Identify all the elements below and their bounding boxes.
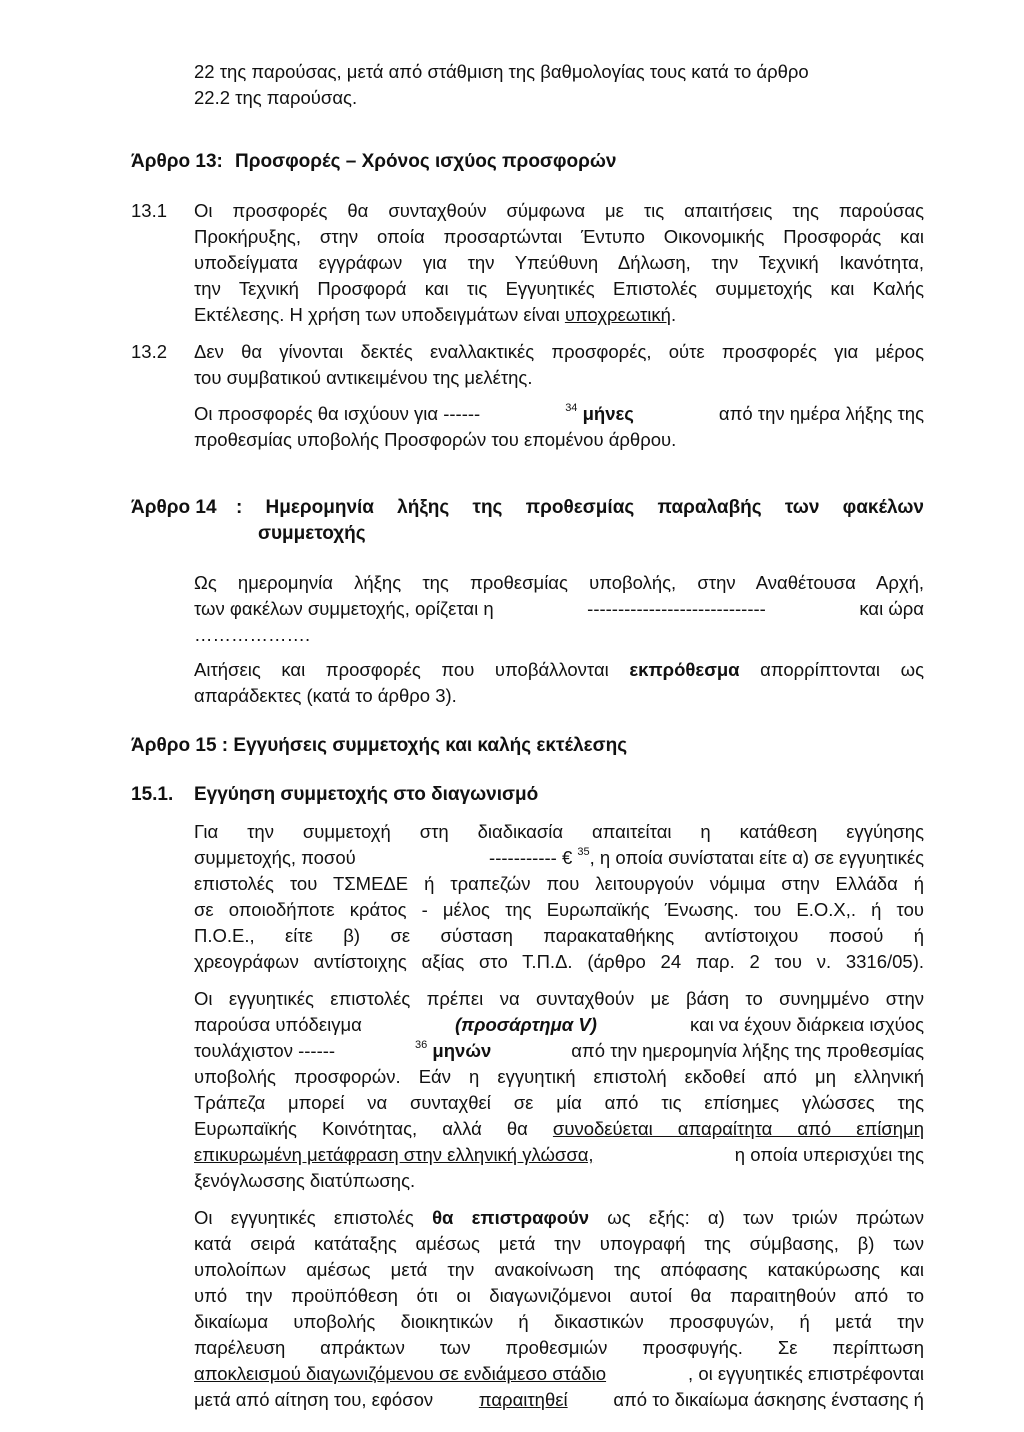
subsection-15-1-number: 15.1. bbox=[131, 784, 174, 805]
bold-text: θα επιστραφούν bbox=[432, 1207, 590, 1228]
text-span: , οι εγγυητικές επιστρέφονται bbox=[688, 1363, 924, 1384]
para-15-1c-line: υπό την προϋπόθεση ότι οι διαγωνιζόμενοι αυτοί θα παραιτηθούν από το bbox=[194, 1285, 924, 1306]
text-span: Αιτήσεις και προσφορές που υποβάλλονται bbox=[194, 659, 630, 680]
text-span: συμμετοχής, ποσού bbox=[194, 847, 356, 868]
text-span: μετά από αίτηση του, εφόσον bbox=[194, 1389, 434, 1410]
para-13-2-line: του συμβατικού αντικειμένου της μελέτης. bbox=[194, 367, 533, 388]
para-15-1a-line: Για την συμμετοχή στη διαδικασία απαιτείται η κατάθεση εγγύησης bbox=[194, 821, 924, 842]
blank-time-field: ………………. bbox=[194, 624, 311, 645]
para-14-1-line: Ως ημερομηνία λήξης της προθεσμίας υποβολής, στην Αναθέτουσα Αρχή, bbox=[194, 572, 924, 593]
text-span bbox=[415, 1039, 491, 1063]
para-15-1b-line bbox=[194, 1143, 924, 1167]
subsection-15-1-title: Εγγύηση συμμετοχής στο διαγωνισμό bbox=[194, 784, 539, 805]
text-span: και να έχουν διάρκεια ισχύος bbox=[690, 1014, 924, 1035]
underlined-text: υποχρεωτική bbox=[564, 304, 671, 325]
text-span: , η οποία συνίσταται είτε α) σε εγγυητικές bbox=[589, 847, 924, 868]
para-13-1-line: την Τεχνική Προσφορά και τις Εγγυητικές Επιστολές συμμετοχής και Καλής bbox=[194, 278, 924, 299]
para-15-1b-line: Τράπεζα μπορεί να συνταχθεί σε μία από τις επίσημες γλώσσες της bbox=[194, 1092, 924, 1113]
footnote-ref: 34 bbox=[565, 401, 578, 414]
text-span: Οι εγγυητικές επιστολές bbox=[194, 1207, 433, 1228]
para-15-1a-line bbox=[194, 846, 924, 870]
text-span bbox=[565, 402, 634, 426]
text-span: ως εξής: α) των τριών πρώτων bbox=[589, 1207, 925, 1228]
text-span: από το δικαίωμα άσκησης ένστασης ή bbox=[613, 1389, 924, 1410]
para-13-3-line: προθεσμίας υποβολής Προσφορών του επομένου άρθρου. bbox=[194, 429, 677, 450]
para-13-1-line bbox=[194, 303, 676, 327]
para-13-1-number: 13.1 bbox=[131, 200, 168, 221]
para-15-1c-line bbox=[194, 1388, 924, 1412]
para-15-1c-line: παρέλευση απράκτων των προθεσμιών προσφυγής. Σε περίπτωση bbox=[194, 1337, 924, 1358]
article-14-title-line-2: συμμετοχής bbox=[258, 523, 366, 544]
text-span: απορρίπτονται ως bbox=[739, 659, 924, 680]
para-15-1c-line: κατά σειρά κατάταξης αμέσως μετά την υπογραφή της σύμβασης, β) των bbox=[194, 1233, 924, 1254]
para-15-1c-line bbox=[194, 1206, 924, 1230]
para-15-1b-line: ξενόγλωσσης διατύπωσης. bbox=[194, 1170, 416, 1191]
bold-text: μήνες bbox=[582, 403, 634, 424]
intro-line-2: 22.2 της παρούσας. bbox=[194, 87, 358, 108]
para-15-1b-line: Οι εγγυητικές επιστολές πρέπει να συνταχθούν με βάση το συνημμένο στην bbox=[194, 988, 924, 1009]
text-span: η οποία υπερισχύει της bbox=[734, 1144, 924, 1165]
underlined-text: παραιτηθεί bbox=[478, 1389, 568, 1410]
article-15-title: Άρθρο 15 : Εγγυήσεις συμμετοχής και καλής εκτέλεσης bbox=[131, 735, 628, 756]
bold-italic-text: (προσάρτημα V) bbox=[454, 1014, 597, 1035]
footnote-ref: 36 bbox=[415, 1038, 428, 1051]
para-15-1a-line: χρεογράφων αντίστοιχης αξίας στο Τ.Π.Δ. (άρθρο 24 παρ. 2 του ν. 3316/05). bbox=[194, 951, 924, 972]
para-15-1c-line bbox=[194, 1362, 924, 1386]
blank-date-field: ----------------------------- bbox=[587, 598, 766, 619]
blank-amount-field: ----------- € bbox=[489, 847, 573, 868]
bold-text: εκπρόθεσμα bbox=[629, 659, 740, 680]
para-15-1c-line: υπολοίπων αμέσως μετά την ανακοίνωση της απόφασης κατακύρωσης και bbox=[194, 1259, 924, 1280]
para-13-1-line: υποδείγματα εγγράφων για την Υπεύθυνη Δήλωση, την Τεχνική Ικανότητα, bbox=[194, 252, 924, 273]
para-13-2-line: Δεν θα γίνονται δεκτές εναλλακτικές προσφορές, ούτε προσφορές για μέρος bbox=[194, 341, 924, 362]
para-13-2-number: 13.2 bbox=[131, 341, 168, 362]
intro-line-1: 22 της παρούσας, μετά από στάθμιση της βαθμολογίας τους κατά το άρθρο bbox=[194, 61, 809, 82]
para-15-1a-line: Π.Ο.Ε., είτε β) σε σύσταση παρακαταθήκης αντίστοιχου ποσού ή bbox=[194, 925, 924, 946]
text-span bbox=[489, 846, 924, 870]
para-15-1c-line: δικαίωμα υποβολής διοικητικών ή δικαστικών προσφυγών, ή μετά την bbox=[194, 1311, 924, 1332]
text-span: των φακέλων συμμετοχής, ορίζεται η bbox=[194, 598, 494, 619]
bold-text: μηνών bbox=[432, 1040, 492, 1061]
underlined-text: συνοδεύεται απαραίτητα από επίσημη bbox=[552, 1118, 924, 1139]
article-14-number: Άρθρο 14 bbox=[131, 497, 217, 518]
text-span: από την ημέρα λήξης της bbox=[718, 403, 924, 424]
para-13-3-line bbox=[194, 402, 924, 426]
para-13-1-line: Οι προσφορές θα συνταχθούν σύμφωνα με τις απαιτήσεις της παρούσας bbox=[194, 200, 924, 221]
underlined-text: αποκλεισμού διαγωνιζόμενου σε ενδιάμεσο στάδιο bbox=[194, 1363, 607, 1384]
text-span: τουλάχιστον ------ bbox=[194, 1040, 336, 1061]
text-span: . bbox=[670, 304, 677, 325]
text-span: και ώρα bbox=[859, 598, 924, 619]
footnote-ref: 35 bbox=[577, 845, 590, 858]
text-span: Εκτέλεσης. Η χρήση των υποδειγμάτων είναι bbox=[194, 304, 565, 325]
para-15-1a-line: σε οποιοδήποτε κράτος - μέλος της Ευρωπαϊκής Ένωσης. του Ε.Ο.Χ,. ή του bbox=[194, 899, 924, 920]
underlined-text: επικυρωμένη μετάφραση στην ελληνική γλώσσα, bbox=[194, 1144, 594, 1165]
para-14-2-line: απαράδεκτες (κατά το άρθρο 3). bbox=[194, 685, 457, 706]
para-15-1a-line: επιστολές του ΤΣΜΕΔΕ ή τραπεζών που λειτουργούν νόμιμα στην Ελλάδα ή bbox=[194, 873, 924, 894]
para-15-1b-line bbox=[194, 1039, 924, 1063]
para-15-1b-line: υποβολής προσφορών. Εάν η εγγυητική επιστολή εκδοθεί από μη ελληνική bbox=[194, 1066, 924, 1087]
para-14-2-line bbox=[194, 658, 924, 682]
article-14-title-line-1: : Ημερομηνία λήξης της προθεσμίας παραλαβής των φακέλων bbox=[236, 497, 924, 518]
text-span: Ευρωπαϊκής Κοινότητας, αλλά θα bbox=[194, 1118, 553, 1139]
text-span: παρούσα υπόδειγμα bbox=[194, 1014, 362, 1035]
para-13-1-line: Προκήρυξης, στην οποία προσαρτώνται Έντυπο Οικονομικής Προσφοράς και bbox=[194, 226, 924, 247]
para-15-1b-line bbox=[194, 1013, 924, 1037]
para-15-1b-line bbox=[194, 1117, 924, 1141]
text-span: Οι προσφορές θα ισχύουν για ------ bbox=[194, 403, 481, 424]
article-13-title: Προσφορές – Χρόνος ισχύος προσφορών bbox=[235, 151, 617, 172]
text-span: από την ημερομηνία λήξης της προθεσμίας bbox=[571, 1040, 924, 1061]
para-14-1-line bbox=[194, 597, 924, 621]
article-13-number: Άρθρο 13: bbox=[131, 151, 223, 172]
